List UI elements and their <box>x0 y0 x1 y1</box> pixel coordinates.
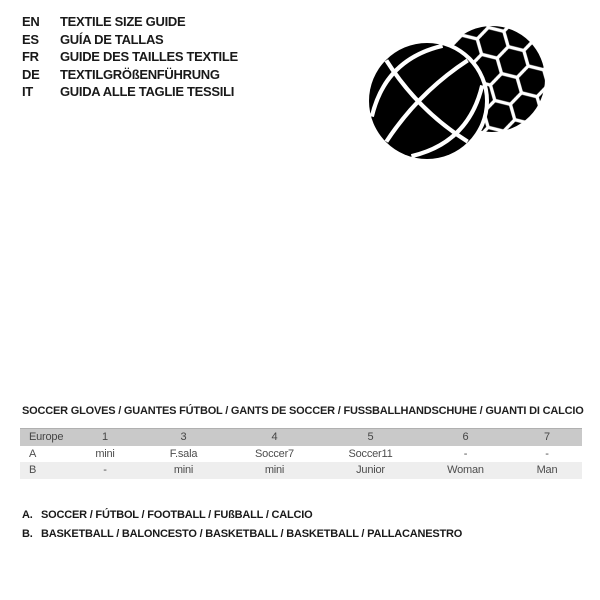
footnote-a <box>22 506 462 525</box>
header-cell-size: 1 <box>70 429 140 446</box>
header-cell-size: 4 <box>227 429 322 446</box>
size-cell: - <box>463 447 468 460</box>
footnote-marker: B. <box>22 527 33 540</box>
footnote-text: BASKETBALL / BALONCESTO / BASKETBALL / BASKETBALL / PALLACANESTRO <box>41 527 463 540</box>
footnote-text: SOCCER / FÚTBOL / FOOTBALL / FUßBALL / CALCIO <box>41 509 313 521</box>
size-cell: Soccer7 <box>255 447 294 460</box>
row-label: B <box>29 464 37 476</box>
footnote-marker: A. <box>22 509 33 521</box>
size-cell: Woman <box>447 464 484 476</box>
balls-illustration <box>353 8 553 173</box>
language-code: DE <box>22 66 40 82</box>
header-cell-size: 7 <box>512 429 582 446</box>
language-label: TEXTILE SIZE GUIDE <box>60 14 186 29</box>
size-cell: Man <box>536 464 558 476</box>
language-list <box>22 13 238 101</box>
language-code: EN <box>22 14 40 29</box>
row-label: A <box>29 447 37 460</box>
size-table-row-a <box>20 446 582 462</box>
header-cell-region: Europe <box>20 429 70 446</box>
header-cell-size: 5 <box>322 429 419 446</box>
language-item <box>22 13 238 31</box>
language-item <box>22 48 238 66</box>
language-code: ES <box>22 31 39 47</box>
footnotes <box>22 506 462 543</box>
language-item <box>22 66 238 84</box>
size-cell: mini <box>173 464 194 476</box>
language-label: TEXTILGRÖßENFÜHRUNG <box>60 66 220 82</box>
header-cell-size: 3 <box>140 429 227 446</box>
size-cell: mini <box>95 447 115 460</box>
language-code: FR <box>22 49 39 64</box>
size-cell: Junior <box>356 464 385 476</box>
language-label: GUÍA DE TALLAS <box>60 31 164 47</box>
size-cell: F.sala <box>169 447 198 460</box>
size-cell: - <box>103 464 107 476</box>
footnote-b <box>22 525 462 544</box>
language-item <box>22 83 238 101</box>
language-code: IT <box>22 84 33 99</box>
size-table-title: SOCCER GLOVES / GUANTES FÚTBOL / GANTS DE SOCCER / FUSSBALLHANDSCHUHE / GUANTI DI CALCIO <box>22 405 584 417</box>
language-label: GUIDA ALLE TAGLIE TESSILI <box>60 84 235 99</box>
header-cell-size: 6 <box>419 429 512 446</box>
size-cell: - <box>545 447 549 460</box>
language-label: GUIDE DES TAILLES TEXTILE <box>60 49 238 64</box>
size-table-header-row <box>20 429 582 446</box>
size-table <box>20 428 582 479</box>
size-cell: mini <box>264 464 285 476</box>
size-cell: Soccer11 <box>348 447 393 460</box>
size-table-row-b <box>20 462 582 479</box>
language-item <box>22 31 238 49</box>
